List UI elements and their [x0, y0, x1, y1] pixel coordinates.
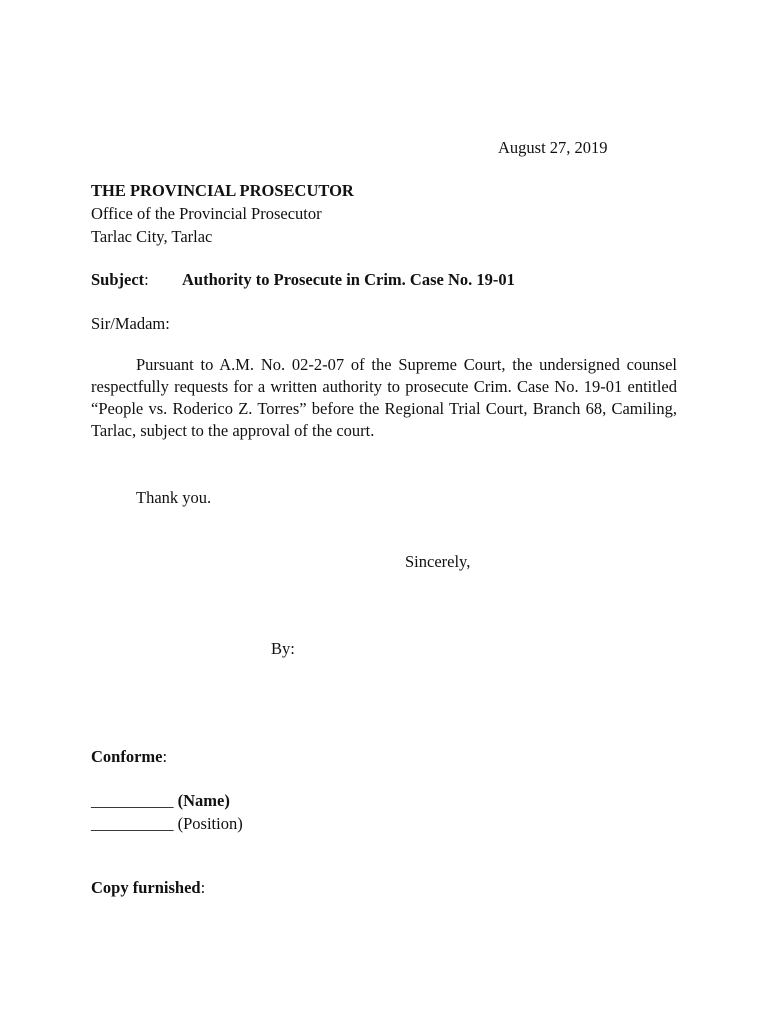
recipient-office: Office of the Provincial Prosecutor	[91, 204, 322, 223]
recipient-address: Tarlac City, Tarlac	[91, 227, 213, 246]
subject-text: Authority to Prosecute in Crim. Case No. 19-01	[182, 270, 515, 289]
conforme-colon: :	[162, 747, 168, 766]
conforme-label-line	[91, 746, 167, 768]
by-label: By:	[271, 639, 295, 658]
subject-label-line	[91, 269, 149, 291]
salutation: Sir/Madam:	[91, 314, 170, 333]
body-paragraph: Pursuant to A.M. No. 02-2-07 of the Supreme Court, the undersigned counsel respectfully requests for a written authority to prosecute Crim. Case No. 19-01 entitled “People vs. Roderico Z. Torres” before the Regional Trial Court, Branch 68, Camiling, Tarlac, subject to the approval of the court.	[91, 355, 677, 440]
copy-furnished-line	[91, 877, 205, 899]
copy-furnished-colon: :	[200, 878, 206, 897]
copy-furnished-label: Copy furnished	[91, 878, 201, 897]
conforme-position-label: (Position)	[177, 814, 243, 833]
closing-thanks: Thank you.	[136, 488, 212, 507]
conforme-name-line	[91, 790, 230, 812]
subject-label: Subject	[91, 270, 145, 289]
closing-sincerely: Sincerely,	[405, 552, 471, 571]
recipient-title: THE PROVINCIAL PROSECUTOR	[91, 181, 354, 200]
conforme-label: Conforme	[91, 747, 163, 766]
conforme-position-blank: __________	[91, 814, 174, 833]
subject-colon: :	[144, 270, 149, 289]
letter-date: August 27, 2019	[498, 138, 608, 157]
conforme-name-label: (Name)	[177, 791, 230, 810]
conforme-position-line	[91, 813, 243, 835]
conforme-name-blank: __________	[91, 791, 174, 810]
